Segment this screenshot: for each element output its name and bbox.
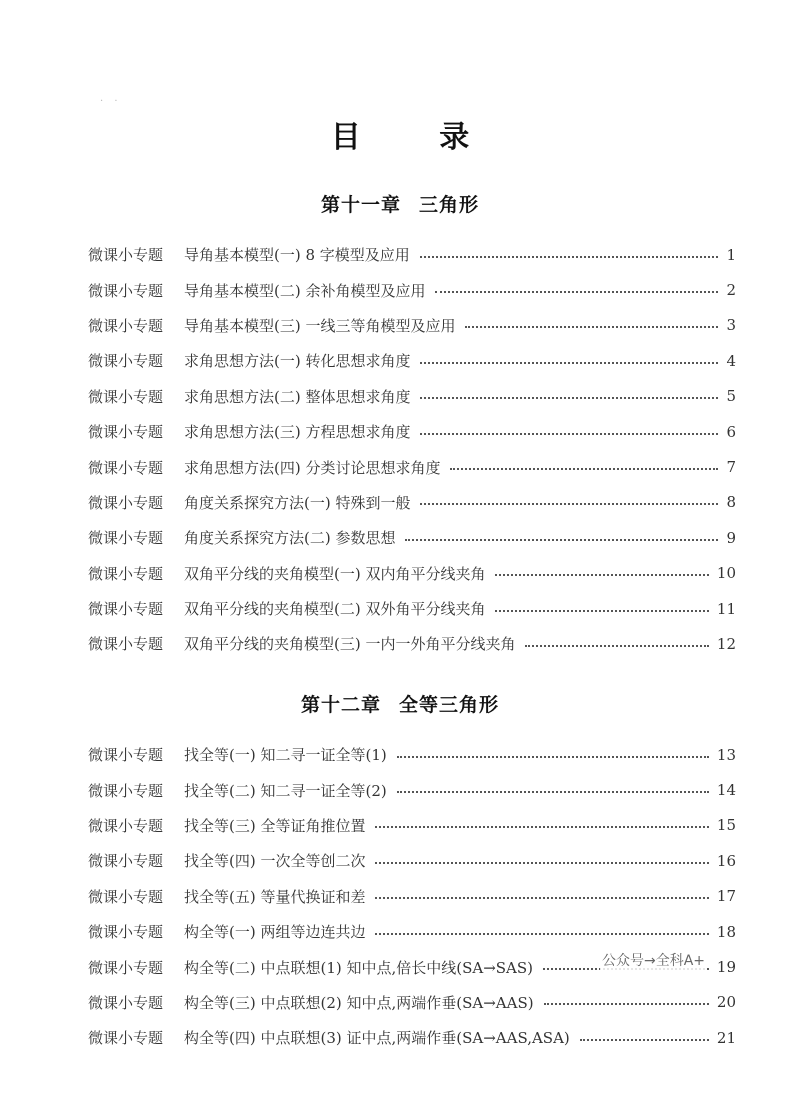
dot-leader (495, 574, 708, 576)
entry-title: 找全等(二) 知二寻一证全等(2) (184, 781, 387, 800)
dot-leader (525, 645, 708, 647)
entry-page-number: 7 (726, 458, 736, 477)
entry-title: 找全等(一) 知二寻一证全等(1) (184, 746, 387, 765)
dot-leader (420, 362, 718, 364)
entry-prefix: 微课小专题 (88, 923, 164, 942)
entry-page-number: 10 (716, 564, 736, 583)
dot-leader (375, 897, 708, 899)
chapter-11-entries (88, 237, 736, 662)
chapter-name: 全等三角形 (399, 694, 500, 716)
dot-leader (420, 256, 718, 258)
toc-entry[interactable] (88, 808, 736, 843)
chapter-number: 第十二章 (300, 694, 381, 716)
dot-leader (420, 503, 718, 505)
entry-prefix: 微课小专题 (88, 852, 164, 871)
entry-page-number: 5 (726, 387, 736, 406)
entry-title: 导角基本模型(一) 8 字模型及应用 (184, 246, 410, 265)
entry-title: 求角思想方法(三) 方程思想求角度 (184, 423, 411, 442)
dot-leader (397, 791, 709, 793)
entry-page-number: 21 (716, 1028, 736, 1047)
entry-page-number: 3 (726, 316, 736, 335)
dot-leader (397, 756, 709, 758)
chapter-12-entries (88, 737, 736, 1056)
entry-page-number: 19 (716, 958, 736, 977)
toc-entry[interactable] (88, 843, 736, 878)
toc-entry[interactable] (88, 414, 736, 449)
watermark-text: 公众号→全科A+ (600, 950, 707, 970)
entry-prefix: 微课小专题 (88, 600, 164, 619)
entry-prefix: 微课小专题 (88, 246, 164, 265)
entry-title: 构全等(二) 中点联想(1) 知中点,倍长中线(SA→SAS) (184, 958, 534, 977)
toc-entry[interactable] (88, 772, 736, 807)
entry-prefix: 微课小专题 (88, 816, 164, 835)
toc-entry[interactable] (88, 308, 736, 343)
toc-entry[interactable] (88, 237, 736, 272)
entry-title: 构全等(三) 中点联想(2) 知中点,两端作垂(SA→AAS) (184, 993, 534, 1012)
entry-page-number: 9 (726, 528, 736, 547)
toc-entry[interactable] (88, 449, 736, 484)
entry-title: 双角平分线的夹角模型(三) 一内一外角平分线夹角 (184, 635, 516, 654)
entry-title: 导角基本模型(三) 一线三等角模型及应用 (184, 316, 456, 335)
dot-leader (375, 862, 708, 864)
dot-leader (420, 397, 718, 399)
toc-entry[interactable] (88, 556, 736, 591)
chapter-number: 第十一章 (320, 194, 401, 216)
entry-prefix: 微课小专题 (88, 1029, 164, 1048)
toc-entry[interactable] (88, 985, 736, 1020)
entry-prefix: 微课小专题 (88, 635, 164, 654)
toc-entry[interactable] (88, 626, 736, 661)
entry-prefix: 微课小专题 (88, 316, 164, 335)
entry-prefix: 微课小专题 (88, 781, 164, 800)
entry-page-number: 15 (716, 816, 736, 835)
chapter-11-heading (0, 190, 800, 217)
toc-entry[interactable] (88, 591, 736, 626)
entry-prefix: 微课小专题 (88, 281, 164, 300)
entry-title: 角度关系探究方法(二) 参数思想 (184, 529, 396, 548)
entry-prefix: 微课小专题 (88, 993, 164, 1012)
scan-specks: · · (100, 96, 122, 107)
entry-prefix: 微课小专题 (88, 423, 164, 442)
entry-title: 找全等(五) 等量代换证和差 (184, 887, 366, 906)
entry-title: 双角平分线的夹角模型(一) 双内角平分线夹角 (184, 564, 486, 583)
toc-entry[interactable] (88, 914, 736, 949)
entry-page-number: 6 (726, 422, 736, 441)
entry-prefix: 微课小专题 (88, 746, 164, 765)
entry-title: 找全等(四) 一次全等创二次 (184, 852, 366, 871)
entry-title: 找全等(三) 全等证角推位置 (184, 816, 366, 835)
toc-entry[interactable] (88, 1020, 736, 1055)
entry-page-number: 4 (726, 351, 736, 370)
entry-title: 构全等(四) 中点联想(3) 证中点,两端作垂(SA→AAS,ASA) (184, 1029, 570, 1048)
entry-prefix: 微课小专题 (88, 458, 164, 477)
entry-page-number: 20 (716, 993, 736, 1012)
toc-entry[interactable] (88, 737, 736, 772)
entry-page-number: 16 (716, 851, 736, 870)
toc-entry[interactable] (88, 485, 736, 520)
dot-leader (450, 468, 718, 470)
toc-entry[interactable] (88, 272, 736, 307)
entry-page-number: 18 (716, 922, 736, 941)
dot-leader (420, 433, 718, 435)
entry-title: 导角基本模型(二) 余补角模型及应用 (184, 281, 426, 300)
entry-page-number: 2 (726, 281, 736, 300)
entry-title: 构全等(一) 两组等边连共边 (184, 923, 366, 942)
entry-page-number: 14 (716, 781, 736, 800)
dot-leader (375, 826, 708, 828)
toc-entry[interactable] (88, 520, 736, 555)
dot-leader (495, 610, 708, 612)
entry-title: 双角平分线的夹角模型(二) 双外角平分线夹角 (184, 600, 486, 619)
entry-prefix: 微课小专题 (88, 387, 164, 406)
dot-leader (375, 933, 708, 935)
dot-leader (435, 291, 718, 293)
entry-prefix: 微课小专题 (88, 352, 164, 371)
chapter-name: 三角形 (419, 194, 480, 216)
entry-title: 求角思想方法(二) 整体思想求角度 (184, 387, 411, 406)
entry-page-number: 11 (716, 599, 736, 618)
dot-leader (544, 1003, 709, 1005)
page-title: 目 录 (330, 120, 504, 155)
entry-prefix: 微课小专题 (88, 529, 164, 548)
dot-leader (405, 539, 718, 541)
entry-title: 角度关系探究方法(一) 特殊到一般 (184, 493, 411, 512)
entry-page-number: 17 (716, 887, 736, 906)
entry-prefix: 微课小专题 (88, 493, 164, 512)
entry-prefix: 微课小专题 (88, 887, 164, 906)
chapter-12-heading (0, 690, 800, 717)
dot-leader (580, 1039, 709, 1041)
dot-leader (465, 326, 718, 328)
entry-title: 求角思想方法(一) 转化思想求角度 (184, 352, 411, 371)
entry-page-number: 13 (716, 745, 736, 764)
entry-prefix: 微课小专题 (88, 958, 164, 977)
entry-page-number: 12 (716, 634, 736, 653)
entry-page-number: 1 (726, 245, 736, 264)
toc-entry[interactable] (88, 343, 736, 378)
entry-page-number: 8 (726, 493, 736, 512)
entry-title: 求角思想方法(四) 分类讨论思想求角度 (184, 458, 441, 477)
toc-entry[interactable] (88, 379, 736, 414)
entry-prefix: 微课小专题 (88, 564, 164, 583)
toc-entry[interactable] (88, 879, 736, 914)
